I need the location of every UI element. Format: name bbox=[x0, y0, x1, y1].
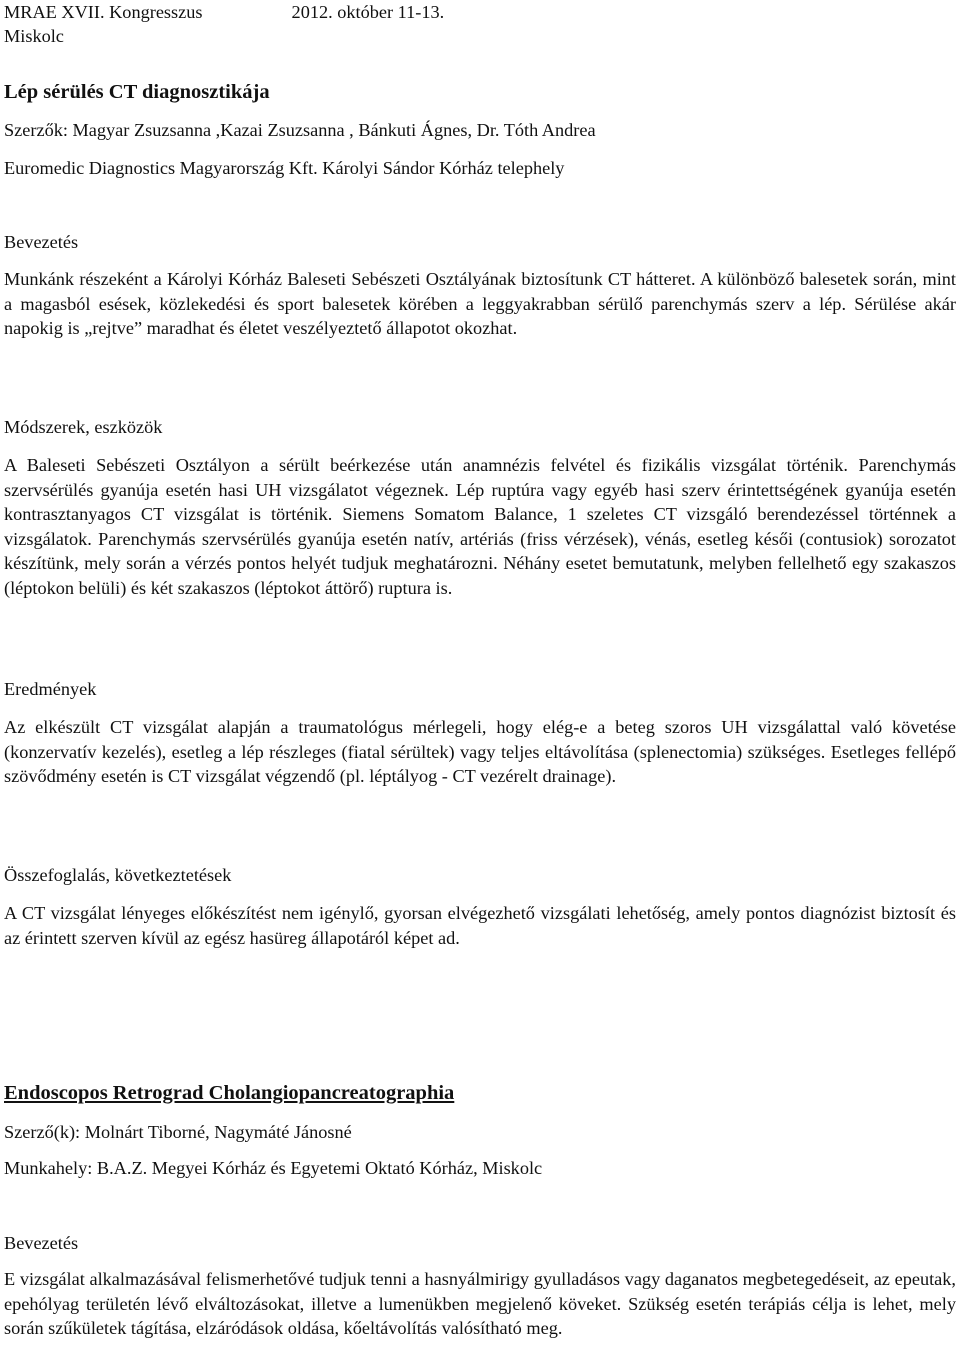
article-1-results-heading: Eredmények bbox=[4, 679, 97, 699]
conference-name: MRAE XVII. Kongresszus bbox=[4, 2, 203, 22]
article-2-intro-heading: Bevezetés bbox=[4, 1233, 79, 1253]
conference-city: Miskolc bbox=[4, 26, 64, 46]
article-1-summary-text: A CT vizsgálat lényeges előkészítést nem igénylő, gyorsan elvégezhető vizsgálati lehetőség, amely pontos diagnózist biztosít és az érintett szerven kívül az egész hasüreg állapotáról képet ad. bbox=[4, 903, 956, 948]
article-1-title: Lép sérülés CT diagnosztikája bbox=[4, 81, 270, 103]
article-1-methods-heading: Módszerek, eszközök bbox=[4, 417, 163, 437]
article-2-authors: Szerző(k): Molnárt Tiborné, Nagymáté Jánosné bbox=[4, 1122, 352, 1142]
article-1-authors: Szerzők: Magyar Zsuzsanna ,Kazai Zsuzsanna , Bánkuti Ágnes, Dr. Tóth Andrea bbox=[4, 120, 596, 140]
article-1-methods-text: A Baleseti Sebészeti Osztályon a sérült beérkezése után anamnézis felvétel és fizikális vizsgálat történik. Parenchymás szervsérülés gyanúja esetén hasi UH vizsgálatot végeznek. Lép ruptúra vagy egyéb hasi szerv érintettségének gyanúja esetén kontrasztanyagos CT vizsgálat is történik. Siemens Somatom Balance, 1 szeletes CT vizsgáló berendezéssel történnek a vizsgálatok. Parenchymás szervsérülés gyanúja esetén natív, artériás (friss vérzések), vénás, esetleg késői (contusiok) sorozatot készítünk, mely során a vérzés pontos helyét tudjuk meghatározni. Néhány esetet bemutatunk, melyben fellelhető egy szakaszos (léptokon belüli) és két szakaszos (léptokot áttörő) ruptura is. bbox=[4, 455, 956, 598]
conference-header-line bbox=[4, 0, 956, 25]
article-1-intro-text: Munkánk részeként a Károlyi Kórház Baleseti Sebészeti Osztályának biztosítunk CT hátteret. A különböző balesetek során, mint a magasból esések, közlekedési és sport balesetek körében a leggyakrabban sérülő parenchymás szerv a lép. Sérülése akár napokig is „rejtve” maradhat és életet veszélyeztető állapotot okozhat. bbox=[4, 269, 956, 338]
article-1-results-text: Az elkészült CT vizsgálat alapján a traumatológus mérlegeli, hogy elég-e a beteg szoros UH vizsgálattal való követése (konzervatív kezelés), esetleg a lép részleges (fiatal sérültek) vagy teljes eltávolítása (splenectomia) szükséges. Esetleges fellépő szövődmény esetén is CT vizsgálat végzendő (pl. léptályog - CT vezérelt drainage). bbox=[4, 717, 956, 786]
article-1-intro-heading: Bevezetés bbox=[4, 232, 79, 252]
conference-date: 2012. október 11-13. bbox=[291, 2, 445, 22]
article-2-title: Endoscopos Retrograd Cholangiopancreatographia bbox=[4, 1082, 455, 1104]
article-1-summary-heading: Összefoglalás, következtetések bbox=[4, 865, 232, 885]
article-2-workplace: Munkahely: B.A.Z. Megyei Kórház és Egyetemi Oktató Kórház, Miskolc bbox=[4, 1158, 543, 1178]
article-2-intro-text: E vizsgálat alkalmazásával felismerhetővé tudjuk tenni a hasnyálmirigy gyulladásos vagy daganatos megbetegedéseit, az epeutak, epehólyag területén lévő elváltozásokat, illetve a lumenükben megjelenő köveket. Szükség esetén terápiás célja is lehet, mely során szűkületek tágítása, elzáródások oldása, kőeltávolítás valósítható meg. bbox=[4, 1269, 956, 1338]
article-1-affiliation: Euromedic Diagnostics Magyarország Kft. Károlyi Sándor Kórház telephely bbox=[4, 158, 565, 178]
